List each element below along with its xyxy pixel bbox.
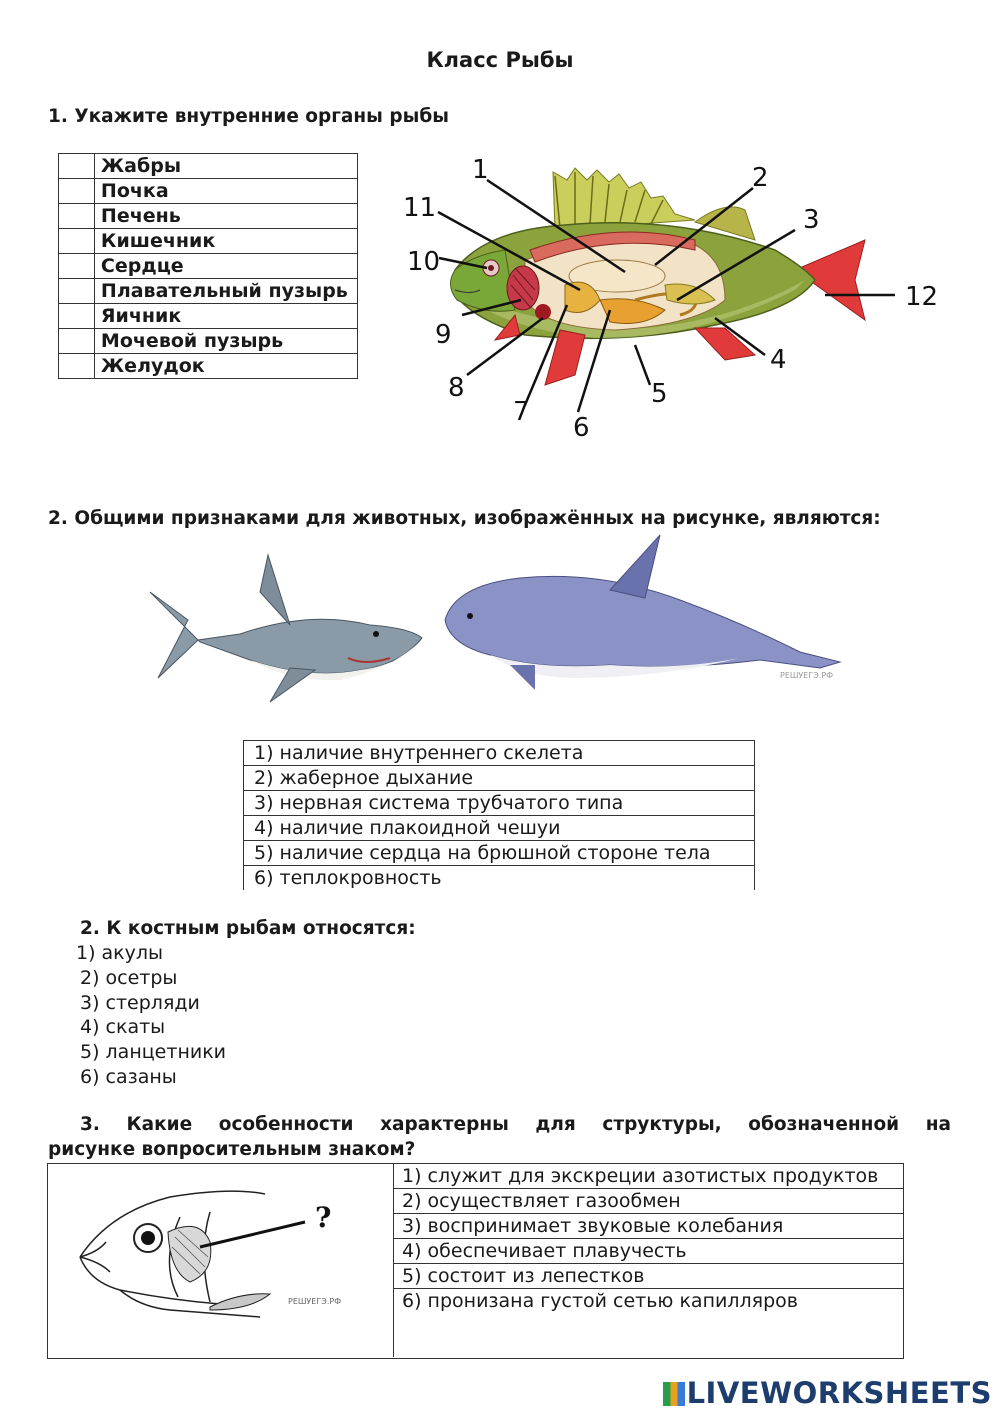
- table-row: [244, 766, 755, 791]
- option-item[interactable]: 1) наличие внутреннего скелета: [244, 741, 755, 766]
- table-row: [59, 279, 358, 304]
- option-item[interactable]: 3) нервная система трубчатого типа: [244, 791, 755, 816]
- table-row: [59, 329, 358, 354]
- organ-label: Плавательный пузырь: [94, 279, 357, 304]
- list-item[interactable]: 3) стерляди: [80, 991, 200, 1014]
- list-item[interactable]: 1) акулы: [76, 942, 164, 964]
- diagram-label: 2: [752, 163, 769, 193]
- table-row: [59, 179, 358, 204]
- watermark: РЕШУЕГЭ.РФ: [780, 671, 834, 680]
- answer-box[interactable]: [59, 179, 95, 204]
- answer-box[interactable]: [59, 329, 95, 354]
- watermark: РЕШУЕГЭ.РФ: [288, 1297, 342, 1306]
- option-item[interactable]: 3) воспринимает звуковые колебания: [394, 1214, 904, 1239]
- option-item[interactable]: 6) теплокровность: [244, 866, 755, 891]
- task1-question: 1. Укажите внутренние органы рыбы: [48, 106, 449, 127]
- table-row: [59, 354, 358, 379]
- shark-illustration: [150, 555, 422, 702]
- table-row: [59, 154, 358, 179]
- question-mark: ?: [315, 1201, 332, 1234]
- table-row: [59, 254, 358, 279]
- table-row: [59, 229, 358, 254]
- task3-question-line2: рисунке вопросительным знаком?: [48, 1139, 416, 1160]
- table-row: [244, 866, 755, 891]
- table-row: [244, 841, 755, 866]
- answer-box[interactable]: [59, 279, 95, 304]
- option-item[interactable]: 5) состоит из лепестков: [394, 1264, 904, 1289]
- organ-label: Желудок: [94, 354, 357, 379]
- logo-text: LIVEWORKSHEETS: [686, 1376, 992, 1410]
- table-row: [394, 1264, 904, 1289]
- answer-box[interactable]: [59, 254, 95, 279]
- diagram-label: 12: [905, 282, 939, 312]
- list-item[interactable]: 2) осетры: [80, 966, 178, 989]
- task3-question-line1: 3. Какие особенности характерны для структуры, обозначенной на: [80, 1114, 951, 1135]
- fish-anatomy-diagram: [395, 150, 955, 450]
- task2-question: 2. Общими признаками для животных, изображённых на рисунке, являются:: [48, 508, 881, 529]
- organ-label: Яичник: [94, 304, 357, 329]
- table-row: [244, 791, 755, 816]
- table-row: [394, 1164, 904, 1189]
- option-item[interactable]: 1) служит для экскреции азотистых продуктов: [394, 1164, 904, 1189]
- table-row: [394, 1189, 904, 1214]
- table-row: [394, 1239, 904, 1264]
- shark-and-dolphin-illustration: [140, 530, 860, 710]
- option-item[interactable]: 2) осуществляет газообмен: [394, 1189, 904, 1214]
- organ-label: Жабры: [94, 154, 357, 179]
- option-item[interactable]: 2) жаберное дыхание: [244, 766, 755, 791]
- diagram-label: 9: [435, 320, 452, 350]
- option-item[interactable]: 4) обеспечивает плавучесть: [394, 1239, 904, 1264]
- table-row: [59, 204, 358, 229]
- table-row: [59, 304, 358, 329]
- diagram-label: 1: [472, 155, 489, 185]
- table-row: [394, 1214, 904, 1239]
- diagram-label: 8: [448, 373, 465, 403]
- option-item[interactable]: 5) наличие сердца на брюшной стороне тела: [244, 841, 755, 866]
- diagram-label: 7: [513, 397, 530, 427]
- list-item[interactable]: 4) скаты: [80, 1016, 166, 1039]
- table-row: [244, 741, 755, 766]
- diagram-label: 11: [403, 193, 437, 223]
- diagram-label: 4: [770, 345, 787, 375]
- organs-table: [58, 153, 358, 379]
- task2b-options: [76, 941, 227, 1090]
- answer-box[interactable]: [59, 154, 95, 179]
- diagram-label: 5: [651, 379, 668, 409]
- task2b-question: 2. К костным рыбам относятся:: [80, 918, 416, 939]
- task2-options-table: [243, 740, 755, 890]
- task3-options-table: [393, 1163, 904, 1357]
- organ-label: Сердце: [94, 254, 357, 279]
- page-title: Класс Рыбы: [426, 48, 574, 72]
- answer-box[interactable]: [59, 229, 95, 254]
- logo-icon: [663, 1382, 685, 1406]
- diagram-label: 6: [573, 413, 590, 443]
- diagram-label: 10: [407, 247, 441, 277]
- answer-box[interactable]: [59, 304, 95, 329]
- table-row: [394, 1289, 904, 1358]
- organ-label: Кишечник: [94, 229, 357, 254]
- list-item[interactable]: 5) ланцетники: [80, 1041, 227, 1064]
- option-item[interactable]: 4) наличие плакоидной чешуи: [244, 816, 755, 841]
- diagram-label: 3: [803, 205, 820, 235]
- liveworksheets-logo: [663, 1376, 992, 1410]
- organ-label: Печень: [94, 204, 357, 229]
- dolphin-illustration: [445, 535, 840, 690]
- list-item[interactable]: 6) сазаны: [80, 1065, 177, 1088]
- fish-head-sketch: [60, 1172, 385, 1352]
- table-row: [244, 816, 755, 841]
- organ-label: Мочевой пузырь: [94, 329, 357, 354]
- answer-box[interactable]: [59, 204, 95, 229]
- answer-box[interactable]: [59, 354, 95, 379]
- option-item[interactable]: 6) пронизана густой сетью капилляров: [394, 1289, 904, 1358]
- organ-label: Почка: [94, 179, 357, 204]
